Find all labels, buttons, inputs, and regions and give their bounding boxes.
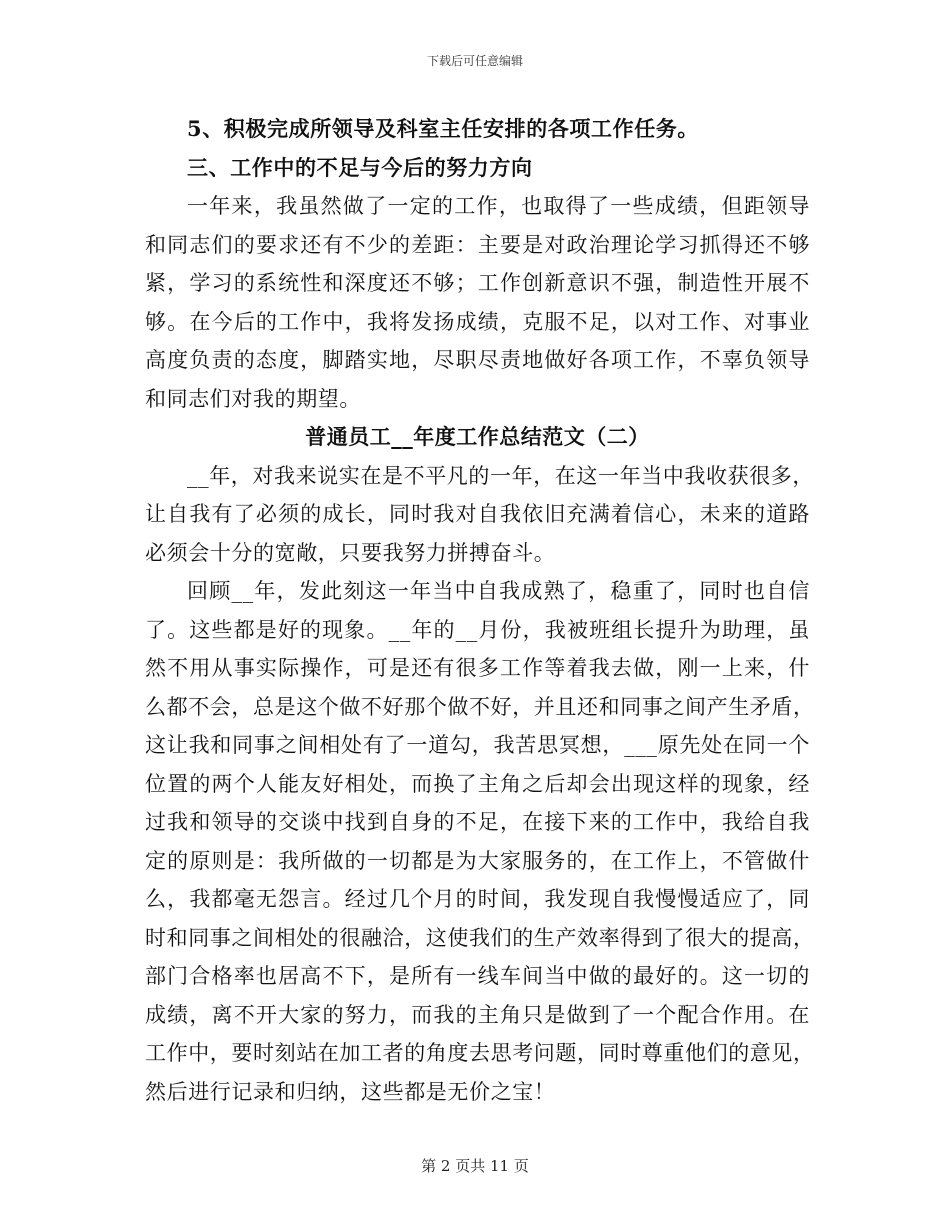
paragraph-line: 高度负责的态度，脚踏实地，尽职尽责地做好各项工作，不辜负领导: [145, 348, 810, 372]
paragraph-line: 时和同事之间相处的很融洽，这使我们的生产效率得到了很大的提高，: [145, 925, 815, 950]
paragraph-line: 然后进行记录和归纳，这些都是无价之宝！: [145, 1079, 556, 1104]
page-header: 下载后可任意编辑: [426, 54, 523, 68]
paragraph-line: 和同志们对我的期望。: [145, 386, 361, 411]
paragraph-line: 么，我都毫无怨言。经过几个月的时间，我发现自我慢慢适应了，同: [145, 887, 810, 911]
paragraph-line: 回顾__年，发此刻这一年当中自我成熟了，稳重了，同时也自信: [187, 579, 810, 603]
paragraph-line: 让自我有了必须的成长，同时我对自我依旧充满着信心，未来的道路: [145, 502, 810, 526]
paragraph-line: 这让我和同事之间相处有了一道勾，我苦思冥想，___原先处在同一个: [145, 733, 810, 757]
document-title: 普通员工__年度工作总结范文（二）: [305, 424, 650, 449]
paragraph-line: 位置的两个人能友好相处，而换了主角之后却会出现这样的现象，经: [145, 771, 810, 796]
paragraph-line: 么都不会，总是这个做不好那个做不好，并且还和同事之间产生矛盾，: [145, 694, 815, 719]
paragraph-line: 够。在今后的工作中，我将发扬成绩，克服不足，以对工作、对事业: [145, 309, 810, 334]
list-item-5: 5、积极完成所领导及科室主任安排的各项工作任务。: [187, 116, 700, 141]
paragraph-line: 一年来，我虽然做了一定的工作，也取得了一些成绩，但距领导: [187, 194, 810, 218]
paragraph-line: 然不用从事实际操作，可是还有很多工作等着我去做，刚一上来，什: [145, 656, 810, 680]
page-footer: 第 2 页共 11 页: [421, 1157, 529, 1175]
paragraph-line: 过我和领导的交谈中找到自身的不足，在接下来的工作中，我给自我: [145, 810, 810, 834]
paragraph-line: 工作中，要时刻站在加工者的角度去思考问题，同时尊重他们的意见，: [145, 1041, 815, 1065]
paragraph-line: __年，对我来说实在是不平凡的一年，在这一年当中我收获很多，: [187, 463, 814, 488]
paragraph-line: 必须会十分的宽敞，只要我努力拼搏奋斗。: [145, 540, 556, 565]
paragraph-line: 成绩，离不开大家的努力，而我的主角只是做到了一个配合作用。在: [145, 1002, 810, 1027]
paragraph-line: 定的原则是：我所做的一切都是为大家服务的，在工作上，不管做什: [145, 848, 810, 873]
section-heading-3: 三、工作中的不足与今后的努力方向: [187, 154, 533, 180]
document-body: [145, 110, 815, 1111]
paragraph-line: 和同志们的要求还有不少的差距：主要是对政治理论学习抓得还不够: [145, 232, 810, 257]
paragraph-line: 部门合格率也居高不下，是所有一线车间当中做的最好的。这一切的: [145, 964, 810, 988]
paragraph-line: 了。这些都是好的现象。__年的__月份，我被班组长提升为助理，虽: [145, 617, 810, 642]
paragraph-line: 紧，学习的系统性和深度还不够；工作创新意识不强，制造性开展不: [145, 271, 810, 295]
